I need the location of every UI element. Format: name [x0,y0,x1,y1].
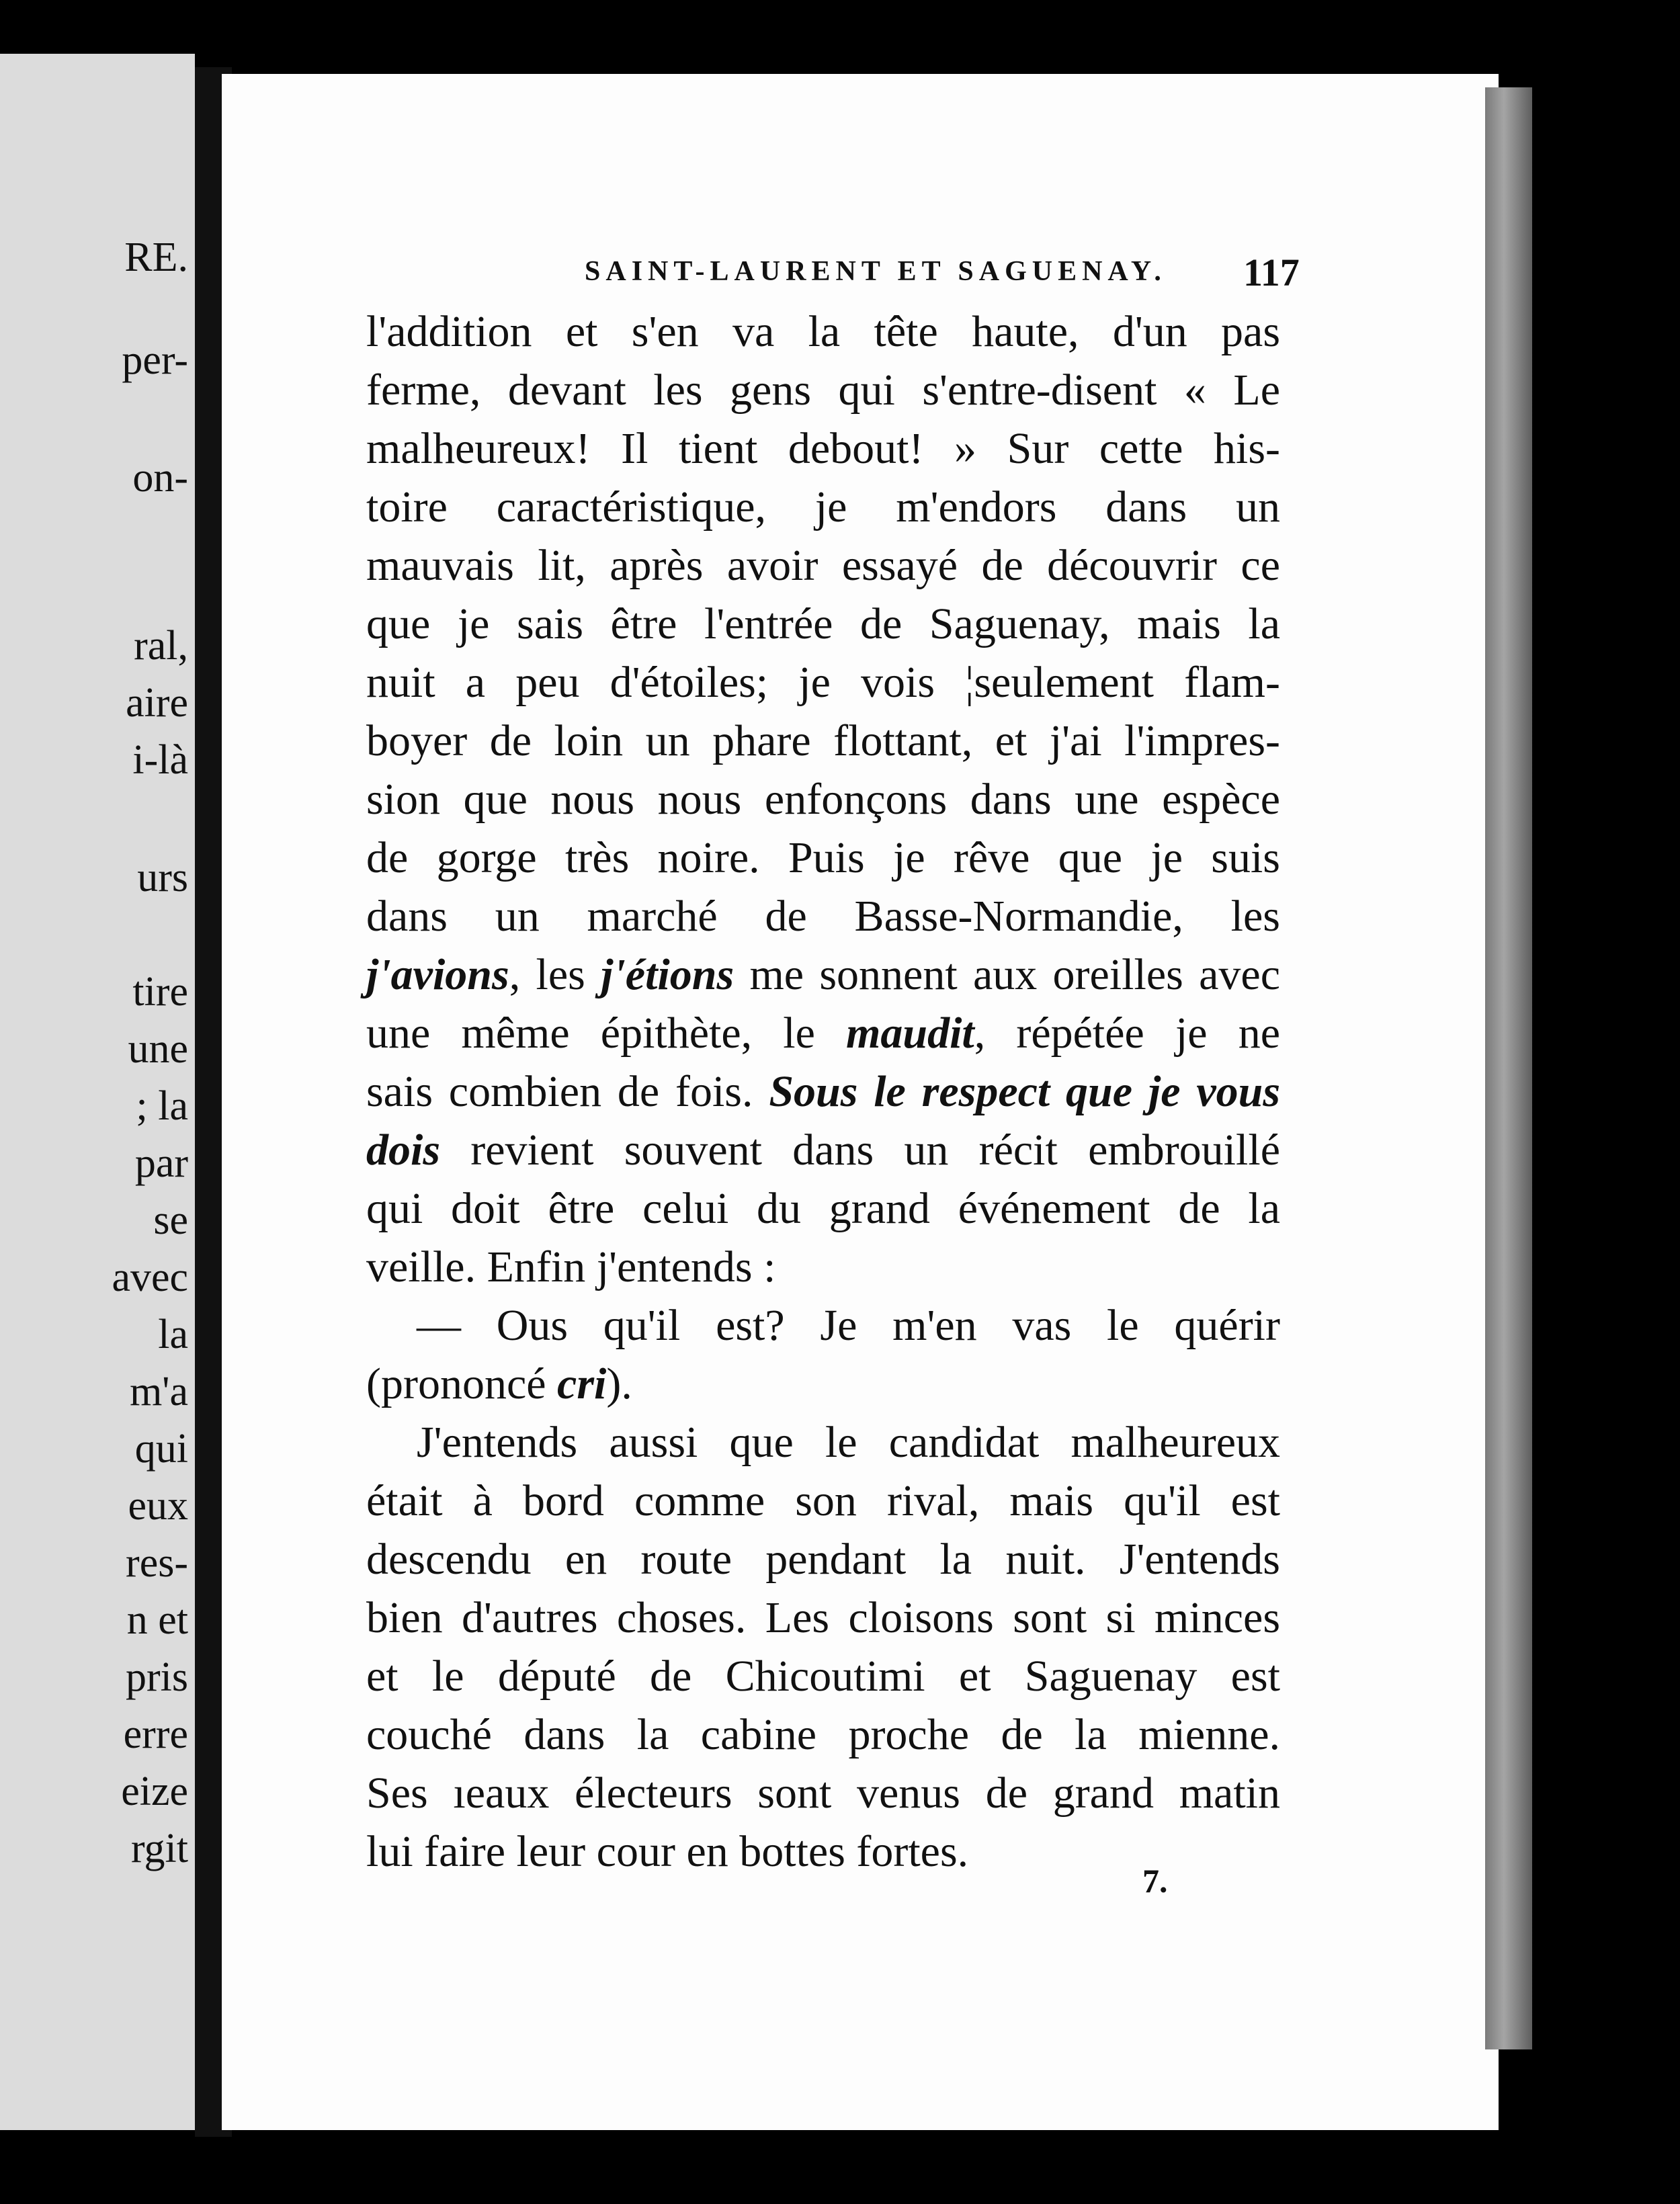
text-line: J'entends aussi que le candidat malheureux [417,1418,1280,1467]
left-fragment: pris [126,1654,188,1700]
text-line: nuit a peu d'étoiles; je vois ¦seulement flam- [366,658,1280,707]
book-edge [1485,87,1532,2049]
left-fragment: par [134,1140,188,1186]
left-fragment: res- [126,1540,188,1586]
text-line: qui doit être celui du grand événement de la [366,1184,1280,1233]
text-line: toire caractéristique, je m'endors dans un [366,482,1280,532]
left-fragment: RE. [124,235,188,280]
running-head: SAINT-LAURENT ET SAGUENAY. [585,256,1167,287]
text-line: descendu en route pendant la nuit. J'entends [366,1535,1280,1584]
text-line: dois revient souvent dans un récit embrouillé [366,1126,1280,1175]
left-fragment: n et [126,1597,188,1643]
left-fragment: eux [128,1483,188,1529]
text-line: malheureux! Il tient debout! » Sur cette his- [366,424,1280,473]
text-line: sais combien de fois. Sous le respect que je vous [366,1067,1280,1116]
text-line: et le député de Chicoutimi et Saguenay est [366,1652,1280,1701]
text-line: veille. Enfin j'entends : [366,1242,776,1291]
body-text [366,302,1280,1881]
text-line: sion que nous nous enfonçons dans une espèce [366,775,1280,824]
text-line: une même épithète, le maudit, répétée je ne [366,1009,1280,1058]
text-line: mauvais lit, après avoir essayé de découvrir ce [366,541,1280,590]
left-fragment: per- [122,337,188,383]
left-fragment: erre [123,1711,188,1757]
text-line: (prononcé cri). [366,1359,632,1408]
left-fragment: on- [132,455,188,501]
text-line: — Ous qu'il est? Je m'en vas le quérir [417,1301,1280,1350]
text-line: bien d'autres choses. Les cloisons sont si minces [366,1593,1280,1642]
left-fragment: i-là [132,737,188,783]
left-fragment: m'a [130,1369,188,1414]
left-fragment: rgit [131,1826,188,1871]
text-line: était à bord comme son rival, mais qu'il est [366,1476,1280,1525]
left-fragment: urs [137,855,188,900]
left-fragment: avec [112,1255,188,1300]
left-fragment: ral, [134,623,188,669]
left-fragment: qui [134,1426,188,1472]
left-page [0,54,195,2130]
left-fragment: eize [121,1769,188,1814]
text-line: dans un marché de Basse-Normandie, les [366,892,1280,941]
text-line: couché dans la cabine proche de la mienne. [366,1710,1280,1759]
signature-mark: 7. [1142,1862,1168,1900]
text-line: lui faire leur cour en bottes fortes. [366,1827,969,1876]
text-line: boyer de loin un phare flottant, et j'ai l'impres- [366,716,1280,765]
left-fragment: aire [126,680,188,726]
text-line: l'addition et s'en va la tête haute, d'un pas [366,307,1280,356]
left-fragment: ; la [136,1083,188,1129]
left-fragment: se [153,1197,188,1243]
text-line: j'avions, les j'étions me sonnent aux oreilles avec [366,950,1280,999]
text-line: Ses ıeaux électeurs sont venus de grand matin [366,1769,1280,1818]
text-line: ferme, devant les gens qui s'entre-disent « Le [366,366,1280,415]
left-fragment: la [158,1312,188,1357]
text-line: que je sais être l'entrée de Saguenay, mais la [366,599,1280,648]
text-line: de gorge très noire. Puis je rêve que je suis [366,833,1280,882]
left-fragment: une [128,1026,188,1072]
page-number: 117 [1243,251,1300,294]
left-fragment: tire [132,969,188,1015]
